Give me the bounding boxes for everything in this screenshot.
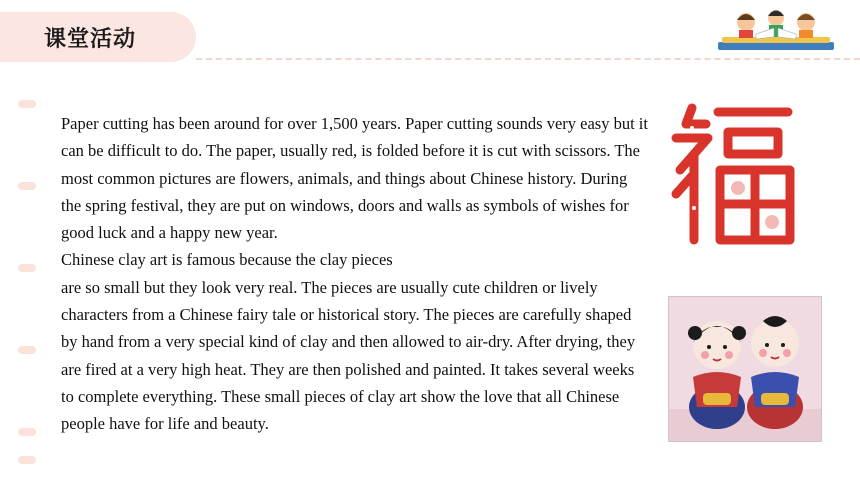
paragraph-clay-intro: Chinese clay art is famous because the clay pieces xyxy=(61,250,393,270)
header-divider xyxy=(196,58,860,60)
decorative-dots xyxy=(18,100,38,470)
article-text xyxy=(61,110,651,438)
paragraph-paper-cutting: Paper cutting has been around for over 1,500 years. Paper cutting sounds very easy but it can be difficult to do. The paper, usually red, is folded before it is cut with scissors. The most common pictures are flowers, animals, and things about Chinese history. During the spring festival, they are put on windows, doors and walls as symbols of wishes for good luck and a happy new year. xyxy=(61,114,648,243)
page-title: 课堂活动 xyxy=(44,27,137,52)
reading-kids-icon xyxy=(716,4,836,54)
fu-paper-cutting-image xyxy=(662,98,798,250)
clay-figurines-image xyxy=(668,296,822,442)
paragraph-clay-details: are so small but they look very real. The pieces are usually cute children or lively characters from a Chinese fairy tale or historical story. The pieces are carefully shaped by hand from a very special kind of clay and then allowed to air-dry. After drying, they are fired at a very high heat. They are then polished and painted. It takes several weeks to complete everything. These small pieces of clay art show the love that all Chinese people have for life and beauty. xyxy=(61,277,636,434)
